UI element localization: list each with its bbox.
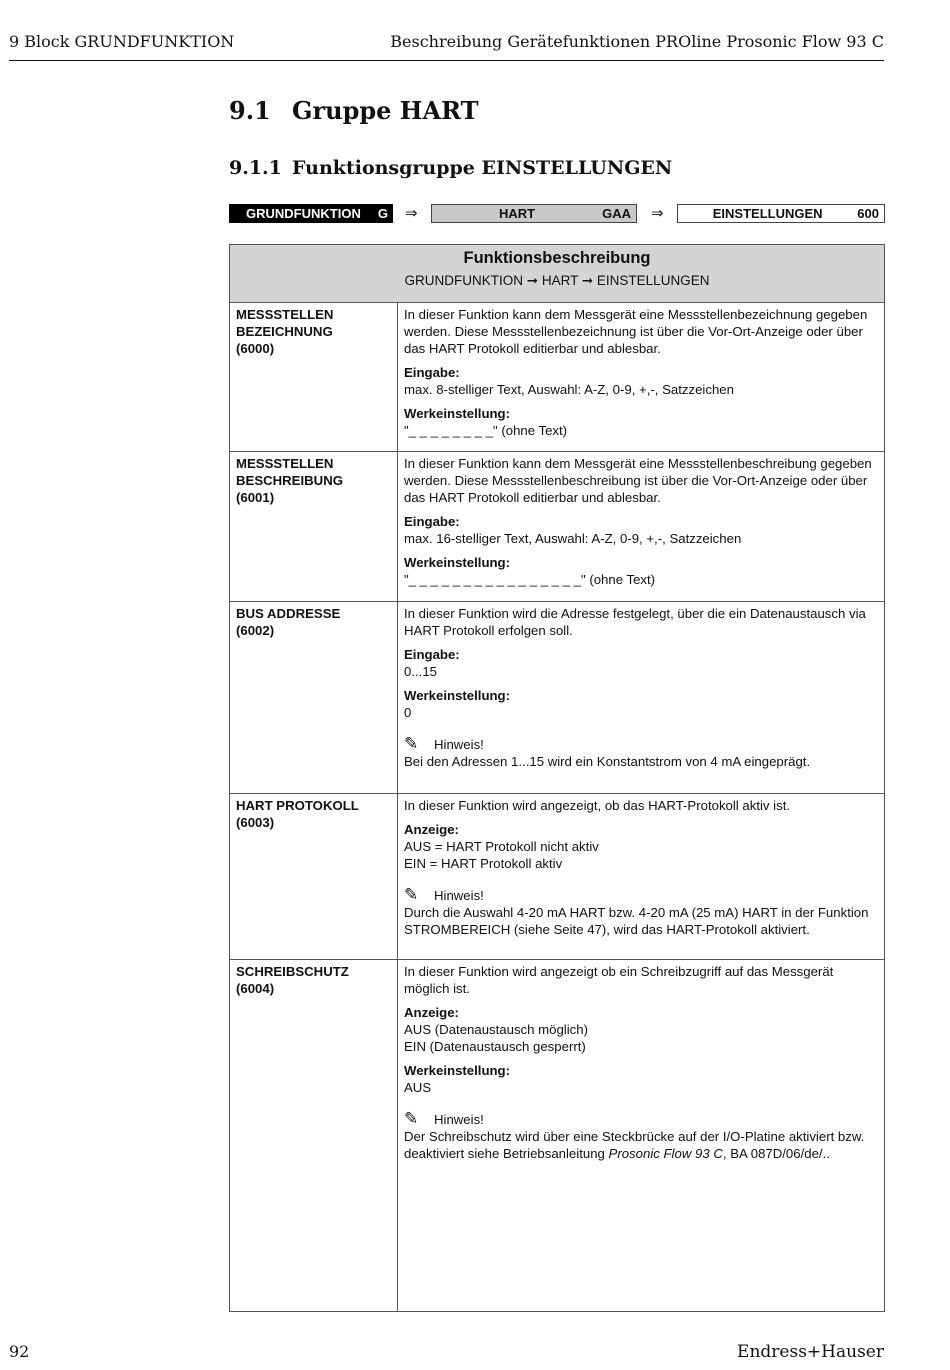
subsection-title: Funktionsgruppe EINSTELLUNGEN <box>292 157 673 179</box>
subsection-number: 9.1.1 <box>229 157 282 179</box>
nav-block-grundfunktion <box>229 204 393 223</box>
nav-arrow-icon: ⇒ <box>651 205 664 222</box>
input-value: max. 16-stelliger Text, Auswahl: A-Z, 0-9, +,-, Satzzeichen <box>404 531 742 546</box>
display-label: Anzeige: <box>404 822 459 837</box>
section-heading <box>229 96 478 125</box>
function-name-line: MESSSTELLEN <box>236 456 334 471</box>
description-text: In dieser Funktion wird angezeigt ob ein Schreibzugriff auf das Messgerät möglich ist. <box>404 964 834 996</box>
pencil-icon: ✎ <box>404 885 419 904</box>
note-text <box>404 1128 878 1162</box>
function-name-line: SCHREIBSCHUTZ <box>236 964 349 979</box>
running-header-left: 9 Block GRUNDFUNKTION <box>9 32 235 51</box>
brand-logo: Endress+Hauser <box>737 1342 884 1362</box>
nav-arrow-icon: ⇒ <box>405 205 418 222</box>
note <box>404 886 878 904</box>
function-description <box>398 960 884 1312</box>
default-label: Werkeinstellung: <box>404 688 511 703</box>
table-row <box>230 602 884 794</box>
input-label: Eingabe: <box>404 365 460 380</box>
running-header-right: Beschreibung Gerätefunktionen PROline Prosonic Flow 93 C <box>390 32 884 51</box>
table-path: GRUNDFUNKTION ➞ HART ➞ EINSTELLUNGEN <box>404 273 710 288</box>
input-label: Eingabe: <box>404 647 460 662</box>
input-label: Eingabe: <box>404 514 460 529</box>
description-text: In dieser Funktion wird angezeigt, ob das HART-Protokoll aktiv ist. <box>404 798 791 813</box>
function-code: (6002) <box>236 623 275 638</box>
function-name-line: BESCHREIBUNG <box>236 473 343 488</box>
function-name <box>230 303 398 451</box>
function-code: (6004) <box>236 981 275 996</box>
nav-label: HART <box>499 206 536 221</box>
note-label: Hinweis! <box>434 888 484 903</box>
note-text-part: , BA 087D/06/de/.. <box>722 1146 830 1161</box>
pencil-icon: ✎ <box>404 734 419 753</box>
function-name-line: MESSSTELLEN <box>236 307 334 322</box>
function-name <box>230 452 398 601</box>
note-label: Hinweis! <box>434 737 484 752</box>
function-description <box>398 794 884 959</box>
function-code: (6000) <box>236 341 275 356</box>
pencil-icon: ✎ <box>404 1109 419 1128</box>
default-value: "_ _ _ _ _ _ _ _" (ohne Text) <box>404 423 568 438</box>
table-title: Funktionsbeschreibung <box>463 249 651 267</box>
section-title: Gruppe HART <box>292 96 479 125</box>
nav-code: 600 <box>857 206 879 221</box>
display-option: EIN = HART Protokoll aktiv <box>404 856 563 871</box>
display-label: Anzeige: <box>404 1005 459 1020</box>
note <box>404 735 878 753</box>
subsection-heading <box>229 157 672 179</box>
default-value: "_ _ _ _ _ _ _ _ _ _ _ _ _ _ _ _" (ohne Text) <box>404 572 656 587</box>
function-name-line: BEZEICHNUNG <box>236 324 333 339</box>
function-description <box>398 602 884 793</box>
nav-block-einstellungen <box>677 204 885 223</box>
display-option: EIN (Datenaustausch gesperrt) <box>404 1039 586 1054</box>
note-text: Bei den Adressen 1...15 wird ein Konstantstrom von 4 mA eingeprägt. <box>404 754 811 769</box>
default-label: Werkeinstellung: <box>404 555 511 570</box>
function-code: (6003) <box>236 815 275 830</box>
note-text: Durch die Auswahl 4-20 mA HART bzw. 4-20 mA (25 mA) HART in der Funktion STROMBEREICH (siehe Seite 47), wird das HART-Protokoll aktiviert. <box>404 905 869 937</box>
nav-block-hart <box>431 204 637 223</box>
display-option: AUS (Datenaustausch möglich) <box>404 1022 588 1037</box>
default-value: 0 <box>404 705 412 720</box>
nav-code: G <box>377 206 388 221</box>
nav-code: GAA <box>602 206 631 221</box>
note <box>404 1110 878 1128</box>
function-code: (6001) <box>236 490 275 505</box>
header-rule <box>9 60 884 61</box>
table-row <box>230 303 884 452</box>
function-name-line: BUS ADDRESSE <box>236 606 341 621</box>
function-name <box>230 602 398 793</box>
description-text: In dieser Funktion kann dem Messgerät eine Messstellenbezeichnung gegeben werden. Diese Messstellenbezeichnung ist über die Vor-Ort-Anzeige oder über das HART Protokoll editierbar und ablesbar. <box>404 307 868 356</box>
default-label: Werkeinstellung: <box>404 1063 511 1078</box>
description-text: In dieser Funktion wird die Adresse festgelegt, über die ein Datenaustausch via HART Protokoll erfolgen soll. <box>404 606 866 638</box>
note-text-emphasis: Prosonic Flow 93 C <box>608 1146 723 1161</box>
function-table <box>229 244 885 1312</box>
function-name <box>230 960 398 1312</box>
function-description <box>398 452 884 601</box>
page-number: 92 <box>9 1342 30 1361</box>
nav-label: GRUNDFUNKTION <box>246 206 361 221</box>
function-name-line: HART PROTOKOLL <box>236 798 359 813</box>
table-row <box>230 452 884 602</box>
input-value: 0...15 <box>404 664 437 679</box>
input-value: max. 8-stelliger Text, Auswahl: A-Z, 0-9, +,-, Satzzeichen <box>404 382 734 397</box>
table-header <box>230 245 884 303</box>
function-description <box>398 303 884 451</box>
note-text-part: Der Schreibschutz wird über eine Steckbrücke auf der I/O-Platine aktiviert bzw. deaktiviert siehe Betriebsanleitung <box>404 1129 865 1161</box>
note-label: Hinweis! <box>434 1112 484 1127</box>
table-row <box>230 794 884 960</box>
default-label: Werkeinstellung: <box>404 406 511 421</box>
display-option: AUS = HART Protokoll nicht aktiv <box>404 839 599 854</box>
description-text: In dieser Funktion kann dem Messgerät eine Messstellenbeschreibung gegeben werden. Diese Messstellenbeschreibung ist über die Vor-Ort-Anzeige oder über das HART Protokoll editierbar und ablesbar. <box>404 456 872 505</box>
table-row <box>230 960 884 1312</box>
function-name <box>230 794 398 959</box>
default-value: AUS <box>404 1080 432 1095</box>
nav-label: EINSTELLUNGEN <box>712 206 823 221</box>
section-number: 9.1 <box>229 96 271 125</box>
